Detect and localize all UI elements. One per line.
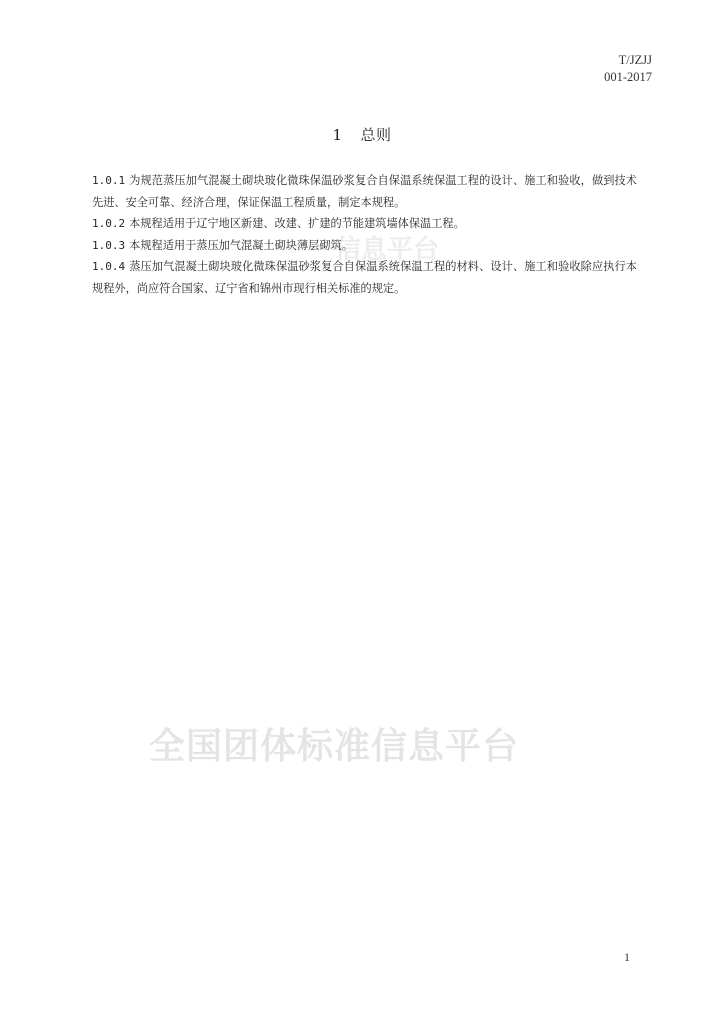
standard-header [604,52,652,86]
page-number: 1 [624,950,630,964]
clause-1-0-4 [92,256,637,299]
clause-text: 本规程适用于蒸压加气混凝土砌块薄层砌筑。 [129,238,353,252]
standard-code: T/JZJJ [618,53,652,67]
clause-number: 1.0.4 [92,260,126,273]
clause-text: 本规程适用于辽宁地区新建、改建、扩建的节能建筑墙体保温工程。 [129,217,465,230]
clause-number: 1.0.1 [92,174,126,187]
clause-text: 为规范蒸压加气混凝土砌块玻化微珠保温砂浆复合自保温系统保温工程的设计、施工和验收，做到技术先进、安全可靠、经济合理，保证保温工程质量，制定本规程。 [92,174,637,209]
clause-list [92,170,637,299]
standard-number: 001-2017 [604,70,652,84]
clause-1-0-1 [92,170,637,213]
clause-1-0-3 [92,235,637,257]
clause-number: 1.0.2 [92,217,126,230]
watermark-partial: 信息平台 [335,235,440,265]
chapter-heading [0,124,724,145]
watermark: 全国团体标准信息平台 [149,726,520,767]
chapter-title: 总则 [360,126,392,144]
clause-number: 1.0.3 [92,238,126,252]
clause-text: 蒸压加气混凝土砌块玻化微珠保温砂浆复合自保温系统保温工程的材料、设计、施工和验收除应执行本规程外，尚应符合国家、辽宁省和锦州市现行相关标准的规定。 [92,260,637,295]
chapter-number: 1 [332,126,343,144]
clause-1-0-2 [92,213,637,235]
